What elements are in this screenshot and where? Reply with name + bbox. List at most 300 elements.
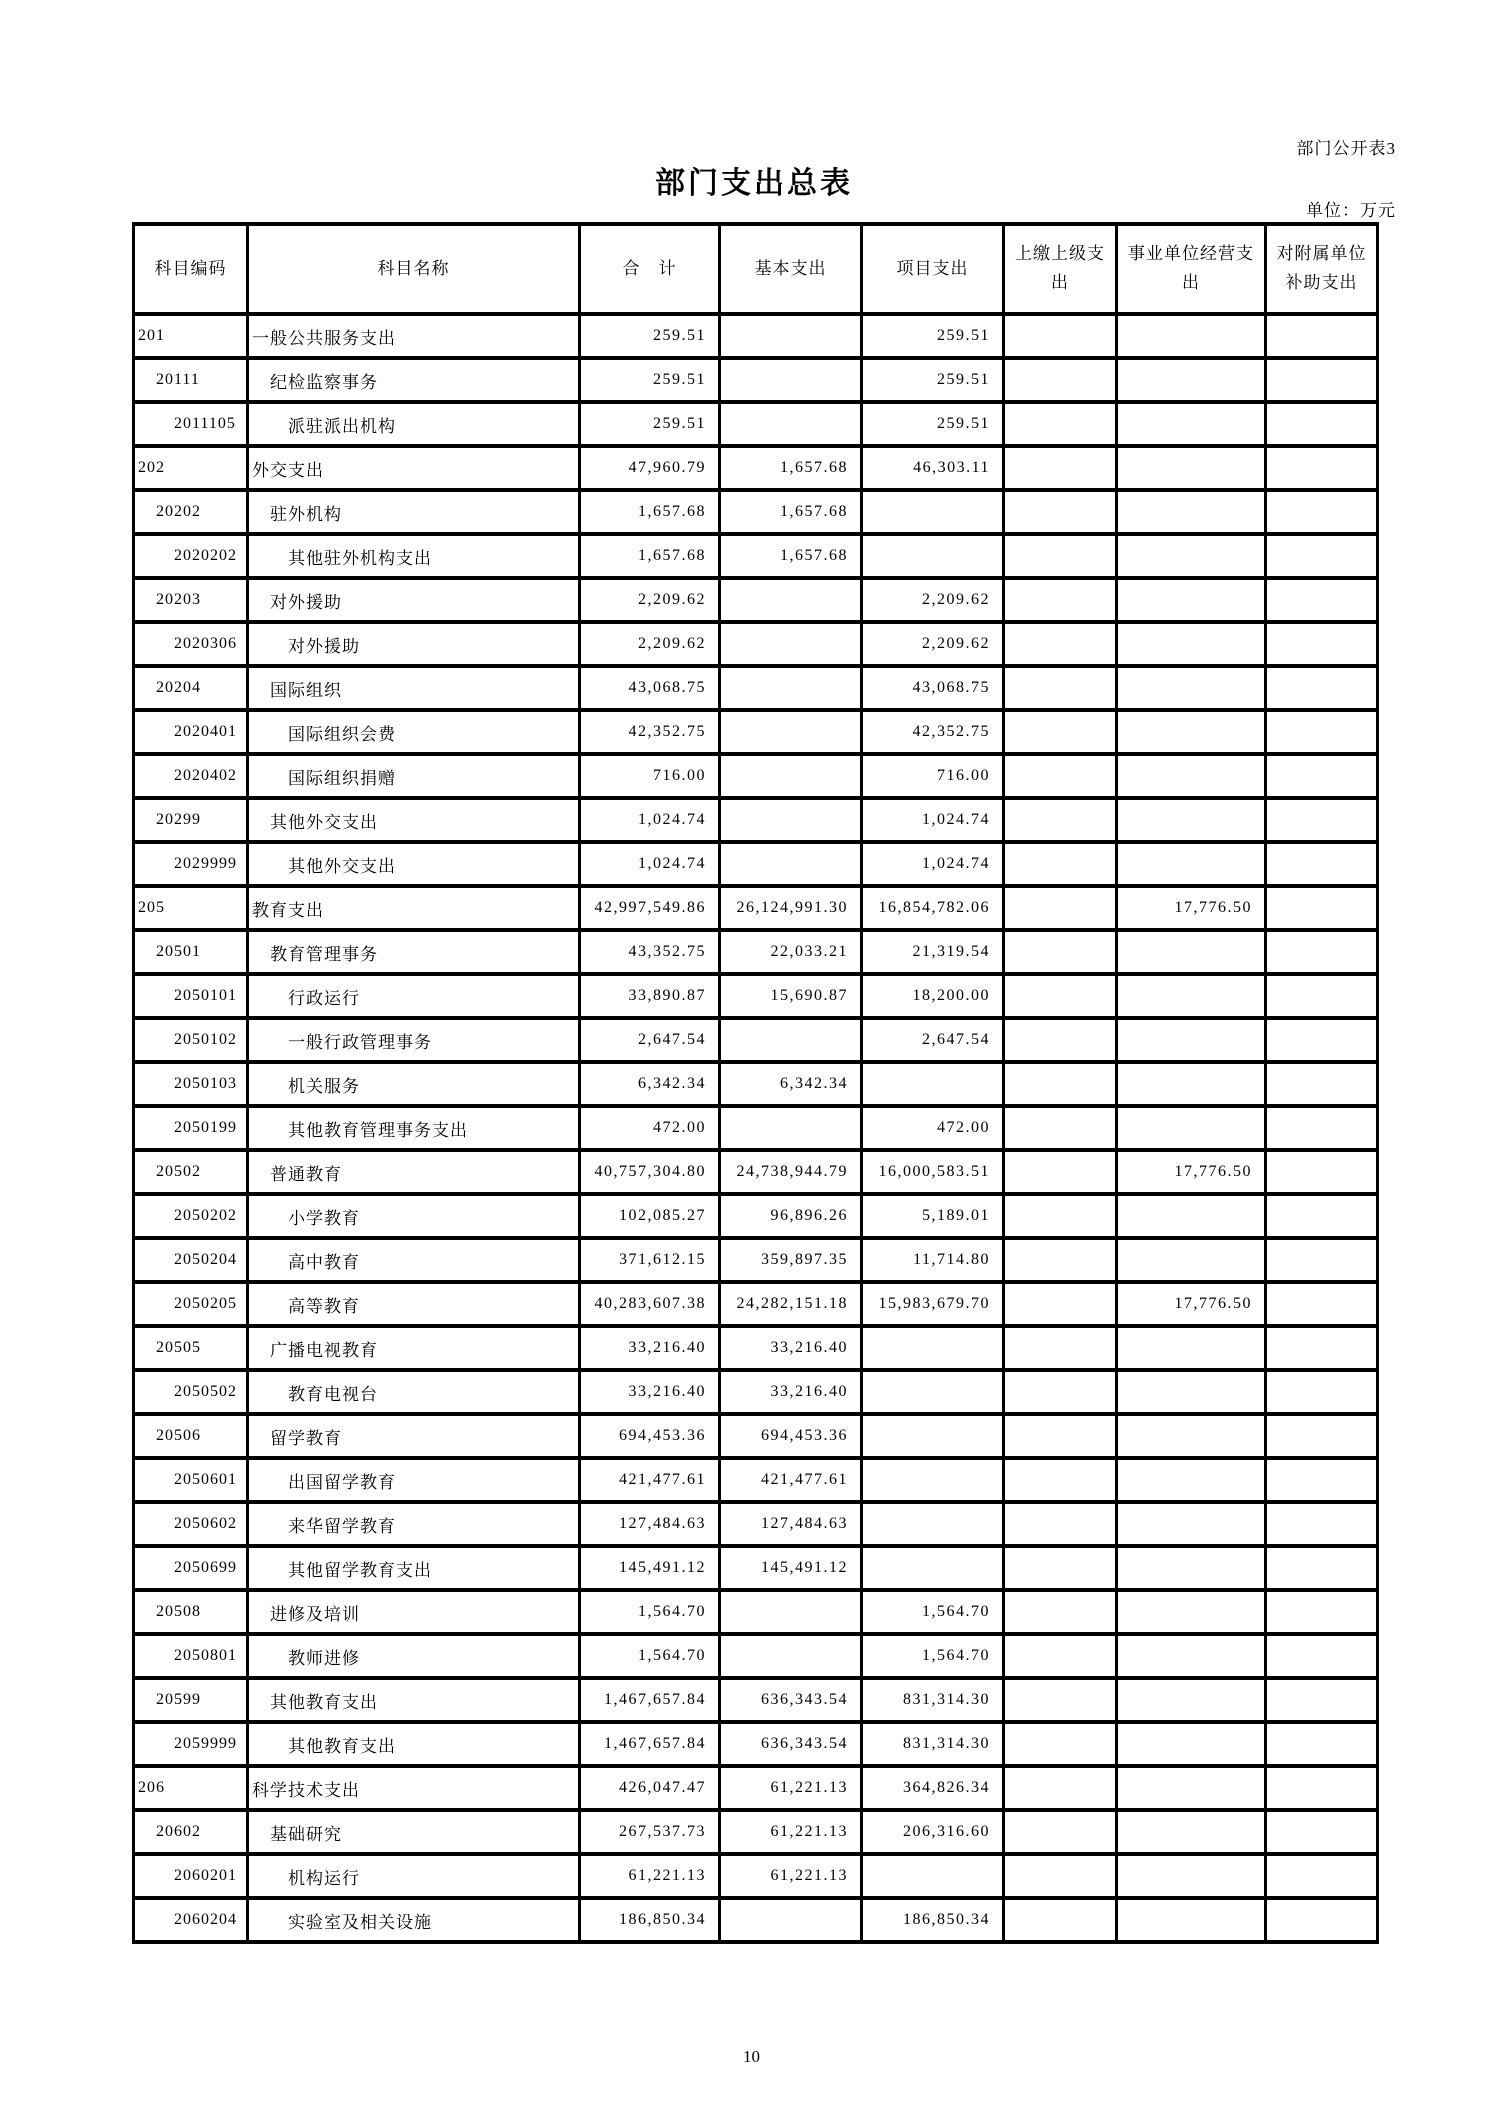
cell-operating — [1117, 622, 1266, 666]
cell-to_higher — [1004, 1238, 1117, 1282]
cell-subsidy — [1266, 1634, 1378, 1678]
cell-subsidy — [1266, 1898, 1378, 1942]
column-header-to_higher: 上缴上级支出 — [1004, 224, 1117, 314]
cell-basic: 24,738,944.79 — [720, 1150, 862, 1194]
cell-name: 广播电视教育 — [248, 1326, 580, 1370]
cell-name: 其他教育支出 — [248, 1722, 580, 1766]
cell-total: 1,657.68 — [580, 534, 720, 578]
cell-to_higher — [1004, 1678, 1117, 1722]
cell-operating — [1117, 1458, 1266, 1502]
cell-to_higher — [1004, 842, 1117, 886]
cell-project: 1,564.70 — [862, 1590, 1004, 1634]
cell-project — [862, 1854, 1004, 1898]
cell-operating — [1117, 402, 1266, 446]
cell-basic — [720, 666, 862, 710]
cell-project: 43,068.75 — [862, 666, 1004, 710]
cell-project: 5,189.01 — [862, 1194, 1004, 1238]
cell-subsidy — [1266, 490, 1378, 534]
table-row — [134, 1414, 1378, 1458]
cell-subsidy — [1266, 842, 1378, 886]
table-row — [134, 1106, 1378, 1150]
table-row — [134, 1810, 1378, 1854]
cell-project: 831,314.30 — [862, 1678, 1004, 1722]
table-row — [134, 1766, 1378, 1810]
cell-code: 2029999 — [134, 842, 248, 886]
cell-subsidy — [1266, 1414, 1378, 1458]
cell-project: 18,200.00 — [862, 974, 1004, 1018]
table-row — [134, 622, 1378, 666]
cell-basic — [720, 1590, 862, 1634]
cell-basic — [720, 842, 862, 886]
cell-basic — [720, 1106, 862, 1150]
cell-basic — [720, 1018, 862, 1062]
cell-subsidy — [1266, 314, 1378, 358]
cell-total: 33,890.87 — [580, 974, 720, 1018]
cell-name: 其他留学教育支出 — [248, 1546, 580, 1590]
cell-total: 61,221.13 — [580, 1854, 720, 1898]
cell-operating — [1117, 666, 1266, 710]
column-header-basic: 基本支出 — [720, 224, 862, 314]
cell-name: 基础研究 — [248, 1810, 580, 1854]
cell-subsidy — [1266, 1678, 1378, 1722]
cell-code: 2050204 — [134, 1238, 248, 1282]
cell-basic — [720, 710, 862, 754]
cell-basic — [720, 1898, 862, 1942]
cell-total: 2,647.54 — [580, 1018, 720, 1062]
cell-to_higher — [1004, 1590, 1117, 1634]
table-row — [134, 1018, 1378, 1062]
cell-operating — [1117, 798, 1266, 842]
header-row — [134, 224, 1378, 314]
cell-code: 20602 — [134, 1810, 248, 1854]
cell-total: 371,612.15 — [580, 1238, 720, 1282]
cell-to_higher — [1004, 1326, 1117, 1370]
cell-subsidy — [1266, 798, 1378, 842]
cell-code: 2050502 — [134, 1370, 248, 1414]
cell-to_higher — [1004, 1062, 1117, 1106]
cell-to_higher — [1004, 1458, 1117, 1502]
cell-code: 20299 — [134, 798, 248, 842]
cell-project: 42,352.75 — [862, 710, 1004, 754]
cell-operating — [1117, 974, 1266, 1018]
cell-subsidy — [1266, 534, 1378, 578]
table-row — [134, 1502, 1378, 1546]
table-row — [134, 886, 1378, 930]
table-row — [134, 1150, 1378, 1194]
cell-name: 其他外交支出 — [248, 842, 580, 886]
cell-operating — [1117, 1634, 1266, 1678]
cell-code: 2050602 — [134, 1502, 248, 1546]
cell-name: 科学技术支出 — [248, 1766, 580, 1810]
cell-subsidy — [1266, 1766, 1378, 1810]
cell-total: 259.51 — [580, 358, 720, 402]
cell-project: 2,209.62 — [862, 578, 1004, 622]
cell-name: 出国留学教育 — [248, 1458, 580, 1502]
cell-total: 716.00 — [580, 754, 720, 798]
cell-subsidy — [1266, 1150, 1378, 1194]
cell-to_higher — [1004, 622, 1117, 666]
cell-operating: 17,776.50 — [1117, 886, 1266, 930]
cell-project: 16,854,782.06 — [862, 886, 1004, 930]
cell-subsidy — [1266, 1502, 1378, 1546]
cell-code: 2020202 — [134, 534, 248, 578]
cell-basic — [720, 1634, 862, 1678]
cell-project: 2,209.62 — [862, 622, 1004, 666]
table-row — [134, 1326, 1378, 1370]
cell-to_higher — [1004, 1282, 1117, 1326]
expenditure-table — [132, 222, 1379, 1944]
cell-project — [862, 534, 1004, 578]
table-row — [134, 798, 1378, 842]
cell-basic: 1,657.68 — [720, 534, 862, 578]
cell-name: 其他教育管理事务支出 — [248, 1106, 580, 1150]
cell-project: 16,000,583.51 — [862, 1150, 1004, 1194]
cell-operating — [1117, 358, 1266, 402]
cell-operating — [1117, 1414, 1266, 1458]
cell-basic: 1,657.68 — [720, 446, 862, 490]
table-row — [134, 1546, 1378, 1590]
cell-to_higher — [1004, 710, 1117, 754]
cell-code: 2059999 — [134, 1722, 248, 1766]
cell-total: 43,068.75 — [580, 666, 720, 710]
cell-project: 1,024.74 — [862, 798, 1004, 842]
cell-to_higher — [1004, 1414, 1117, 1458]
cell-subsidy — [1266, 754, 1378, 798]
cell-subsidy — [1266, 1722, 1378, 1766]
cell-project: 2,647.54 — [862, 1018, 1004, 1062]
cell-project — [862, 1370, 1004, 1414]
table-row — [134, 314, 1378, 358]
cell-to_higher — [1004, 1194, 1117, 1238]
cell-basic: 15,690.87 — [720, 974, 862, 1018]
cell-project: 21,319.54 — [862, 930, 1004, 974]
cell-total: 2,209.62 — [580, 622, 720, 666]
table-row — [134, 754, 1378, 798]
cell-total: 33,216.40 — [580, 1326, 720, 1370]
cell-operating — [1117, 1810, 1266, 1854]
cell-subsidy — [1266, 402, 1378, 446]
cell-code: 2050102 — [134, 1018, 248, 1062]
cell-name: 普通教育 — [248, 1150, 580, 1194]
cell-name: 小学教育 — [248, 1194, 580, 1238]
cell-project: 831,314.30 — [862, 1722, 1004, 1766]
cell-basic — [720, 754, 862, 798]
cell-code: 20203 — [134, 578, 248, 622]
cell-operating — [1117, 710, 1266, 754]
cell-subsidy — [1266, 1810, 1378, 1854]
cell-operating — [1117, 842, 1266, 886]
cell-basic — [720, 402, 862, 446]
cell-code: 20599 — [134, 1678, 248, 1722]
cell-subsidy — [1266, 1018, 1378, 1062]
cell-basic: 22,033.21 — [720, 930, 862, 974]
cell-subsidy — [1266, 1106, 1378, 1150]
cell-to_higher — [1004, 1634, 1117, 1678]
cell-project: 46,303.11 — [862, 446, 1004, 490]
cell-basic — [720, 622, 862, 666]
cell-operating — [1117, 1194, 1266, 1238]
cell-operating — [1117, 1062, 1266, 1106]
cell-name: 教育电视台 — [248, 1370, 580, 1414]
cell-name: 高中教育 — [248, 1238, 580, 1282]
table-row — [134, 1634, 1378, 1678]
cell-total: 43,352.75 — [580, 930, 720, 974]
cell-to_higher — [1004, 358, 1117, 402]
cell-code: 20111 — [134, 358, 248, 402]
cell-code: 202 — [134, 446, 248, 490]
cell-code: 20202 — [134, 490, 248, 534]
cell-basic: 61,221.13 — [720, 1766, 862, 1810]
cell-basic: 636,343.54 — [720, 1722, 862, 1766]
cell-basic: 33,216.40 — [720, 1326, 862, 1370]
cell-operating — [1117, 1326, 1266, 1370]
page-number: 10 — [743, 2047, 760, 2066]
cell-code: 20502 — [134, 1150, 248, 1194]
cell-to_higher — [1004, 1810, 1117, 1854]
cell-basic: 26,124,991.30 — [720, 886, 862, 930]
column-header-code: 科目编码 — [134, 224, 248, 314]
table-row — [134, 1854, 1378, 1898]
cell-total: 127,484.63 — [580, 1502, 720, 1546]
cell-code: 2050601 — [134, 1458, 248, 1502]
cell-name: 一般行政管理事务 — [248, 1018, 580, 1062]
cell-operating — [1117, 1854, 1266, 1898]
cell-basic — [720, 358, 862, 402]
cell-project — [862, 1414, 1004, 1458]
table-body — [134, 314, 1378, 1942]
table-row — [134, 1062, 1378, 1106]
cell-basic: 1,657.68 — [720, 490, 862, 534]
cell-total: 42,997,549.86 — [580, 886, 720, 930]
cell-total: 259.51 — [580, 402, 720, 446]
cell-operating — [1117, 1766, 1266, 1810]
cell-name: 外交支出 — [248, 446, 580, 490]
cell-to_higher — [1004, 666, 1117, 710]
cell-operating — [1117, 1106, 1266, 1150]
cell-subsidy — [1266, 974, 1378, 1018]
table-row — [134, 1370, 1378, 1414]
column-header-subsidy: 对附属单位补助支出 — [1266, 224, 1378, 314]
cell-project — [862, 1062, 1004, 1106]
cell-total: 1,024.74 — [580, 842, 720, 886]
cell-basic: 24,282,151.18 — [720, 1282, 862, 1326]
cell-basic: 96,896.26 — [720, 1194, 862, 1238]
cell-subsidy — [1266, 622, 1378, 666]
cell-to_higher — [1004, 534, 1117, 578]
cell-name: 来华留学教育 — [248, 1502, 580, 1546]
cell-code: 2050801 — [134, 1634, 248, 1678]
cell-total: 6,342.34 — [580, 1062, 720, 1106]
cell-total: 1,657.68 — [580, 490, 720, 534]
cell-to_higher — [1004, 1018, 1117, 1062]
cell-project — [862, 490, 1004, 534]
cell-basic: 636,343.54 — [720, 1678, 862, 1722]
cell-operating — [1117, 1370, 1266, 1414]
table-row — [134, 490, 1378, 534]
column-header-total: 合 计 — [580, 224, 720, 314]
cell-total: 1,564.70 — [580, 1590, 720, 1634]
cell-basic — [720, 578, 862, 622]
cell-project: 1,024.74 — [862, 842, 1004, 886]
cell-code: 2050202 — [134, 1194, 248, 1238]
cell-code: 2050699 — [134, 1546, 248, 1590]
cell-subsidy — [1266, 1282, 1378, 1326]
cell-code: 2050205 — [134, 1282, 248, 1326]
cell-code: 2050101 — [134, 974, 248, 1018]
cell-project: 259.51 — [862, 358, 1004, 402]
cell-code: 20508 — [134, 1590, 248, 1634]
cell-to_higher — [1004, 754, 1117, 798]
cell-name: 教育支出 — [248, 886, 580, 930]
cell-basic: 145,491.12 — [720, 1546, 862, 1590]
cell-to_higher — [1004, 798, 1117, 842]
cell-total: 259.51 — [580, 314, 720, 358]
cell-code: 201 — [134, 314, 248, 358]
cell-total: 426,047.47 — [580, 1766, 720, 1810]
table-row — [134, 578, 1378, 622]
cell-total: 472.00 — [580, 1106, 720, 1150]
table-row — [134, 842, 1378, 886]
cell-name: 其他外交支出 — [248, 798, 580, 842]
table-row — [134, 710, 1378, 754]
cell-code: 2020306 — [134, 622, 248, 666]
cell-code: 205 — [134, 886, 248, 930]
cell-project: 206,316.60 — [862, 1810, 1004, 1854]
table-row — [134, 1678, 1378, 1722]
column-header-operating: 事业单位经营支出 — [1117, 224, 1266, 314]
cell-project — [862, 1546, 1004, 1590]
cell-operating — [1117, 578, 1266, 622]
cell-total: 694,453.36 — [580, 1414, 720, 1458]
cell-total: 1,564.70 — [580, 1634, 720, 1678]
column-header-name: 科目名称 — [248, 224, 580, 314]
table-row — [134, 1238, 1378, 1282]
cell-code: 20506 — [134, 1414, 248, 1458]
cell-name: 对外援助 — [248, 622, 580, 666]
cell-project: 11,714.80 — [862, 1238, 1004, 1282]
cell-to_higher — [1004, 1546, 1117, 1590]
cell-code: 2050199 — [134, 1106, 248, 1150]
cell-name: 派驻派出机构 — [248, 402, 580, 446]
cell-project: 259.51 — [862, 402, 1004, 446]
cell-total: 145,491.12 — [580, 1546, 720, 1590]
cell-code: 20204 — [134, 666, 248, 710]
cell-code: 2060204 — [134, 1898, 248, 1942]
cell-basic: 359,897.35 — [720, 1238, 862, 1282]
cell-total: 2,209.62 — [580, 578, 720, 622]
cell-name: 进修及培训 — [248, 1590, 580, 1634]
cell-code: 2060201 — [134, 1854, 248, 1898]
cell-total: 186,850.34 — [580, 1898, 720, 1942]
cell-operating — [1117, 490, 1266, 534]
cell-to_higher — [1004, 1722, 1117, 1766]
cell-name: 一般公共服务支出 — [248, 314, 580, 358]
cell-to_higher — [1004, 402, 1117, 446]
table-row — [134, 1458, 1378, 1502]
cell-name: 教育管理事务 — [248, 930, 580, 974]
cell-name: 留学教育 — [248, 1414, 580, 1458]
cell-project: 186,850.34 — [862, 1898, 1004, 1942]
table-row — [134, 1898, 1378, 1942]
cell-name: 其他驻外机构支出 — [248, 534, 580, 578]
cell-total: 40,757,304.80 — [580, 1150, 720, 1194]
cell-total: 47,960.79 — [580, 446, 720, 490]
cell-name: 纪检监察事务 — [248, 358, 580, 402]
cell-total: 102,085.27 — [580, 1194, 720, 1238]
cell-basic: 421,477.61 — [720, 1458, 862, 1502]
cell-operating — [1117, 754, 1266, 798]
column-header-project: 项目支出 — [862, 224, 1004, 314]
cell-total: 33,216.40 — [580, 1370, 720, 1414]
cell-total: 1,467,657.84 — [580, 1678, 720, 1722]
cell-subsidy — [1266, 886, 1378, 930]
cell-subsidy — [1266, 1458, 1378, 1502]
cell-basic: 33,216.40 — [720, 1370, 862, 1414]
table-row — [134, 930, 1378, 974]
table-header — [134, 224, 1378, 314]
cell-operating — [1117, 930, 1266, 974]
cell-name: 机关服务 — [248, 1062, 580, 1106]
cell-name: 国际组织捐赠 — [248, 754, 580, 798]
cell-subsidy — [1266, 666, 1378, 710]
cell-total: 1,024.74 — [580, 798, 720, 842]
cell-name: 其他教育支出 — [248, 1678, 580, 1722]
cell-to_higher — [1004, 490, 1117, 534]
table-row — [134, 1282, 1378, 1326]
cell-name: 高等教育 — [248, 1282, 580, 1326]
cell-basic: 61,221.13 — [720, 1810, 862, 1854]
cell-operating — [1117, 1238, 1266, 1282]
cell-total: 267,537.73 — [580, 1810, 720, 1854]
table-row — [134, 402, 1378, 446]
cell-basic: 694,453.36 — [720, 1414, 862, 1458]
cell-subsidy — [1266, 1194, 1378, 1238]
cell-project — [862, 1502, 1004, 1546]
cell-name: 国际组织 — [248, 666, 580, 710]
cell-subsidy — [1266, 1590, 1378, 1634]
table-row — [134, 974, 1378, 1018]
cell-subsidy — [1266, 1854, 1378, 1898]
cell-basic — [720, 314, 862, 358]
cell-basic: 6,342.34 — [720, 1062, 862, 1106]
cell-operating — [1117, 1678, 1266, 1722]
cell-basic: 61,221.13 — [720, 1854, 862, 1898]
cell-code: 2020401 — [134, 710, 248, 754]
cell-to_higher — [1004, 578, 1117, 622]
cell-name: 对外援助 — [248, 578, 580, 622]
cell-operating — [1117, 1898, 1266, 1942]
cell-subsidy — [1266, 358, 1378, 402]
cell-basic: 127,484.63 — [720, 1502, 862, 1546]
sheet-label: 部门公开表3 — [1296, 139, 1396, 158]
cell-name: 国际组织会费 — [248, 710, 580, 754]
cell-operating — [1117, 314, 1266, 358]
cell-to_higher — [1004, 1150, 1117, 1194]
cell-project: 364,826.34 — [862, 1766, 1004, 1810]
cell-to_higher — [1004, 930, 1117, 974]
cell-subsidy — [1266, 1326, 1378, 1370]
unit-label: 单位：万元 — [1306, 201, 1396, 220]
table-row — [134, 1194, 1378, 1238]
cell-subsidy — [1266, 710, 1378, 754]
cell-name: 行政运行 — [248, 974, 580, 1018]
cell-to_higher — [1004, 446, 1117, 490]
cell-operating — [1117, 1590, 1266, 1634]
cell-to_higher — [1004, 1370, 1117, 1414]
cell-operating — [1117, 446, 1266, 490]
table-row — [134, 446, 1378, 490]
cell-to_higher — [1004, 1766, 1117, 1810]
